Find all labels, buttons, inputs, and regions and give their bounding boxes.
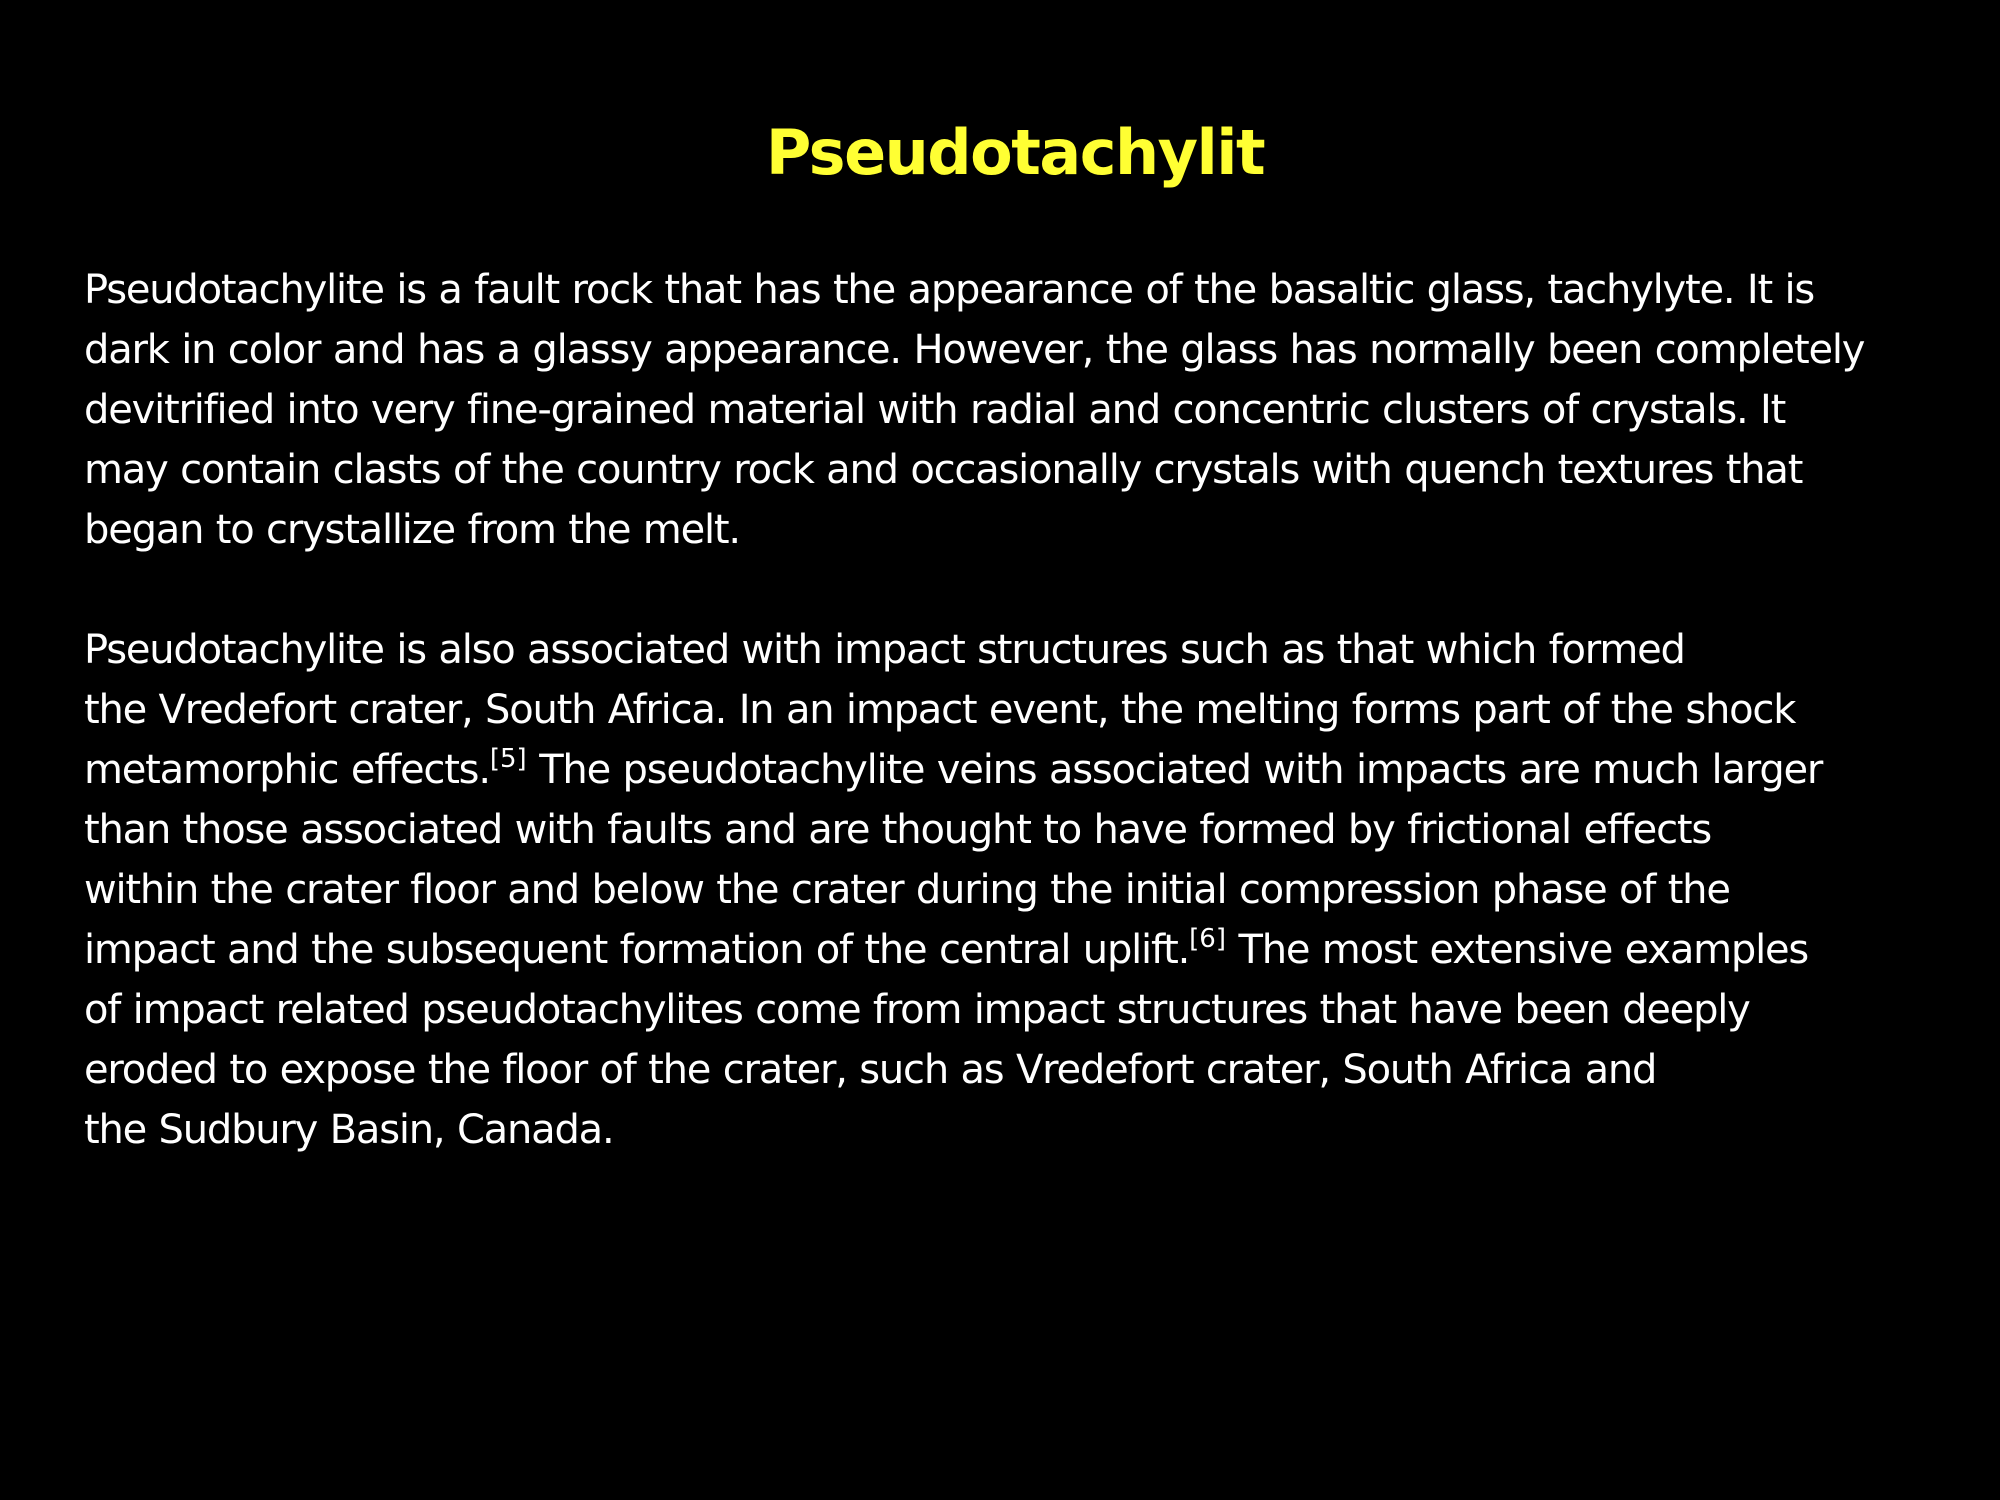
text-line: than those associated with faults and are thought to have formed by frictional effects bbox=[84, 807, 1711, 853]
text-segment: The pseudotachylite veins associated with impacts are much larger bbox=[526, 747, 1823, 793]
text-line: of impact related pseudotachylites come from impact structures that have been deeply bbox=[84, 987, 1750, 1033]
paragraph-fault-rock bbox=[84, 260, 1984, 560]
text-segment: impact and the subsequent formation of the central uplift. bbox=[84, 927, 1190, 973]
text-line: Pseudotachylite is also associated with impact structures such as that which formed bbox=[84, 627, 1685, 673]
text-segment: metamorphic effects. bbox=[84, 747, 490, 793]
text-line: eroded to expose the floor of the crater, such as Vredefort crater, South Africa and bbox=[84, 1047, 1657, 1093]
text-line: within the crater floor and below the crater during the initial compression phase of the bbox=[84, 867, 1730, 913]
text-line: Pseudotachylite is a fault rock that has the appearance of the basaltic glass, tachylyte. It is bbox=[84, 267, 1815, 313]
reference-5-link[interactable]: [5] bbox=[489, 744, 527, 774]
reference-6-link[interactable]: [6] bbox=[1189, 924, 1226, 954]
text-line: the Sudbury Basin, Canada. bbox=[84, 1107, 614, 1153]
slide-body bbox=[84, 260, 1984, 1160]
text-line: devitrified into very fine-grained material with radial and concentric clusters of crystals. It bbox=[84, 387, 1786, 433]
text-line bbox=[84, 740, 1984, 800]
text-line: may contain clasts of the country rock and occasionally crystals with quench textures that bbox=[84, 447, 1803, 493]
text-line: the Vredefort crater, South Africa. In an impact event, the melting forms part of the shock bbox=[84, 687, 1796, 733]
paragraph-impact-structures bbox=[84, 620, 1984, 1160]
text-segment: The most extensive examples bbox=[1225, 927, 1809, 973]
text-line: began to crystallize from the melt. bbox=[84, 507, 740, 553]
slide-title: Pseudotachylit bbox=[765, 116, 1265, 189]
text-line: dark in color and has a glassy appearance. However, the glass has normally been completely bbox=[84, 327, 1865, 373]
text-line bbox=[84, 920, 1984, 980]
